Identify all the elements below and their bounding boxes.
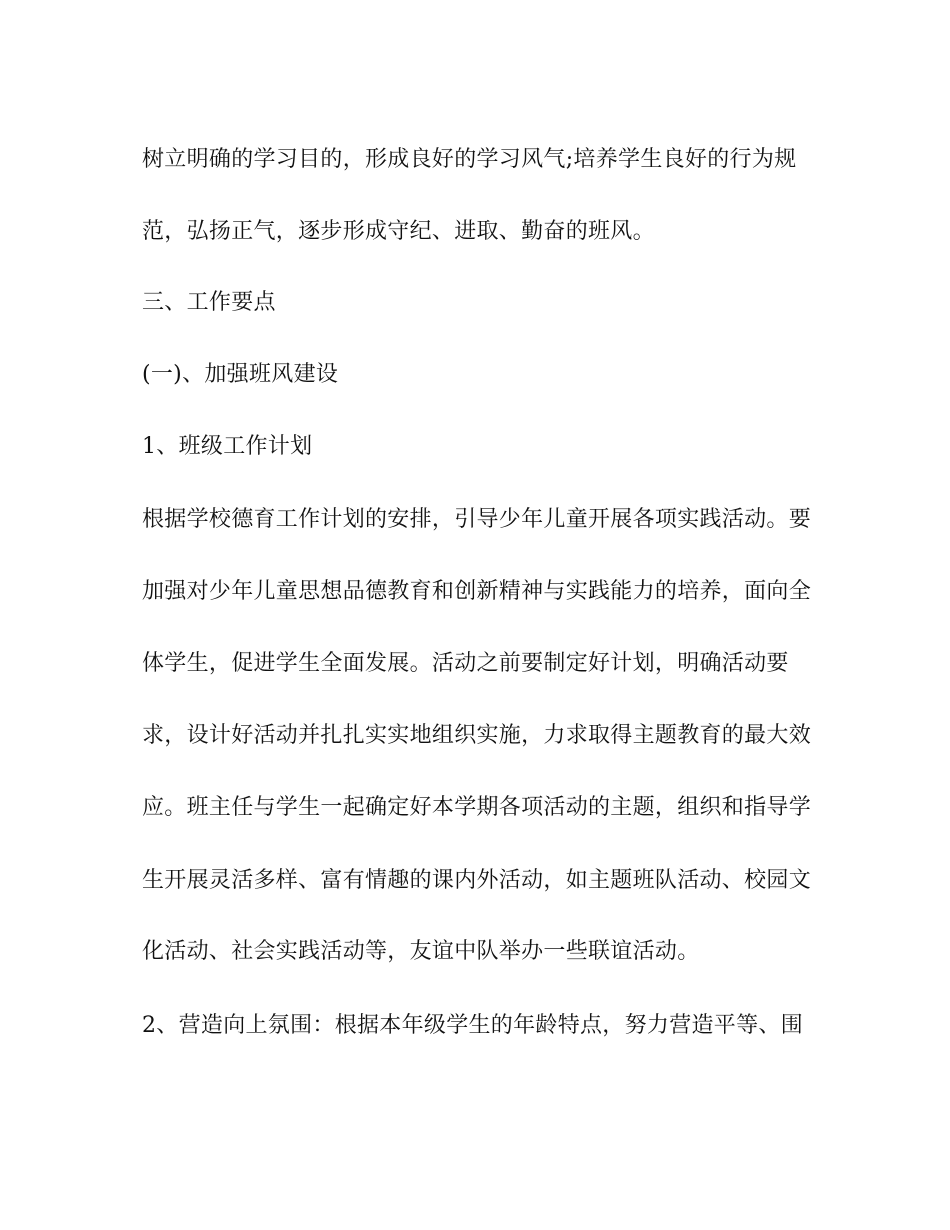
subsection-heading: (一)、加强班风建设 <box>142 362 339 387</box>
paragraph-line-8: 生开展灵活多样、富有情趣的课内外活动，如主题班队活动、校园文 <box>142 868 812 893</box>
paragraph-line-1: 树立明确的学习目的，形成良好的学习风气;培养学生良好的行为规 <box>142 147 797 172</box>
paragraph-line-2: 范，弘扬正气，逐步形成守纪、进取、勤奋的班风。 <box>142 219 655 244</box>
paragraph-line-3: 根据学校德育工作计划的安排，引导少年儿童开展各项实践活动。要 <box>142 507 812 532</box>
paragraph-line-4: 加强对少年儿童思想品德教育和创新精神与实践能力的培养，面向全 <box>142 579 812 604</box>
paragraph-line-5: 体学生，促进学生全面发展。活动之前要制定好计划，明确活动要 <box>142 651 789 676</box>
item-heading: 1、班级工作计划 <box>142 434 313 459</box>
paragraph-line-9: 化活动、社会实践活动等，友谊中队举办一些联谊活动。 <box>142 939 700 964</box>
paragraph-line-10: 2、营造向上氛围：根据本年级学生的年龄特点，努力营造平等、围 <box>142 1013 803 1038</box>
paragraph-line-7: 应。班主任与学生一起确定好本学期各项活动的主题，组织和指导学 <box>142 795 812 820</box>
paragraph-line-6: 求，设计好活动并扎扎实实地组织实施，力求取得主题教育的最大效 <box>142 723 812 748</box>
section-heading: 三、工作要点 <box>142 290 276 315</box>
